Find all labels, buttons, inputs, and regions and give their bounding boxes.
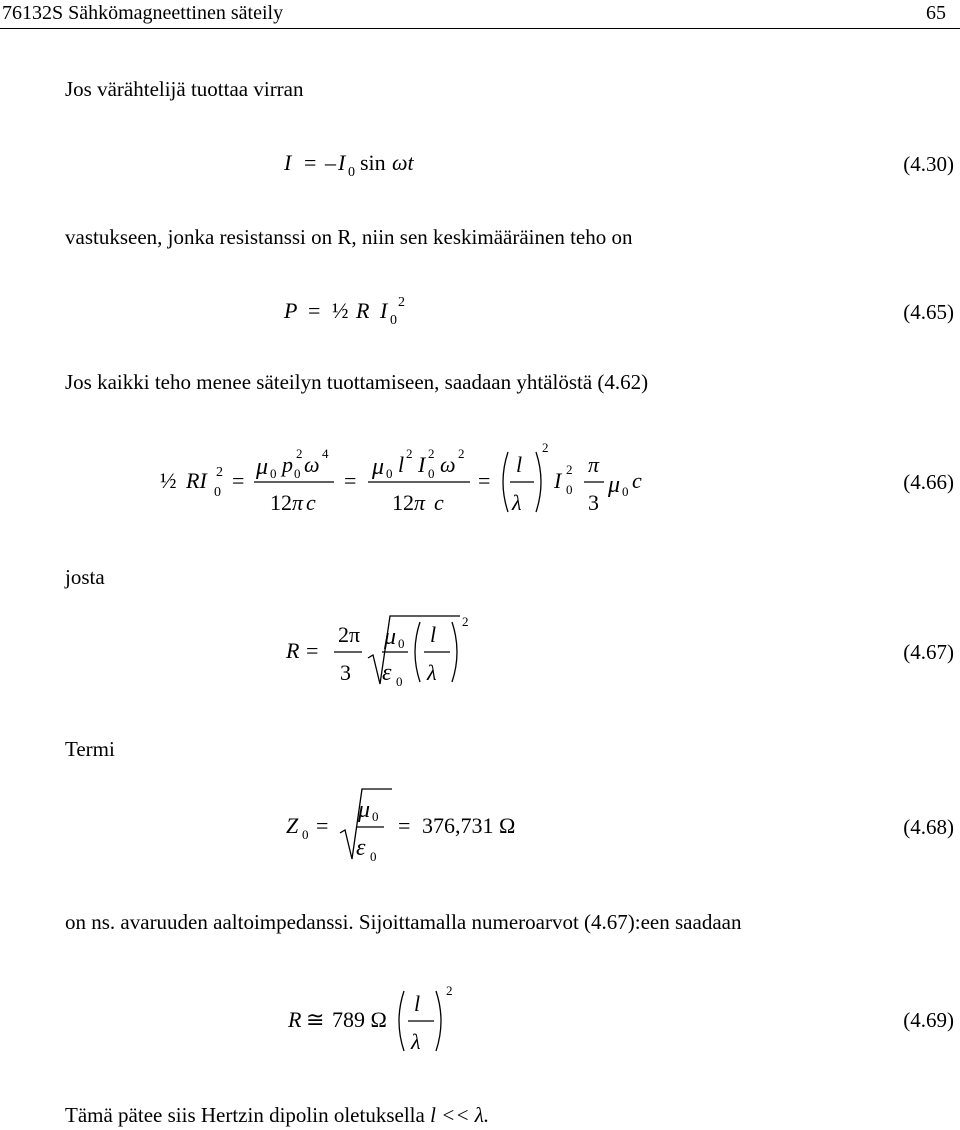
eq469-paren-left <box>399 991 404 1051</box>
eq468-z-sub: 0 <box>302 827 309 842</box>
eq466-f2-omega: ω <box>440 452 456 477</box>
eq466-f1-mu: μ <box>256 454 269 480</box>
eq468-equals1: = <box>316 813 329 838</box>
eq466-pi-num: π <box>588 452 600 477</box>
eq465-equals: = <box>308 298 321 323</box>
eq466-paren-lambda: λ <box>512 490 522 515</box>
eq466-f2-12: 12 <box>392 490 414 515</box>
paragraph-6: on ns. avaruuden aaltoimpedanssi. Sijoittamalla numeroarvot (4.67):een saadaan <box>65 910 742 934</box>
eq466-f2-mu-sub: 0 <box>386 466 393 481</box>
eq430-sub: 0 <box>348 165 355 180</box>
eq465-r: R <box>356 298 370 323</box>
eq466-f2-i-sup: 2 <box>428 446 435 461</box>
eq468-eps-sub: 0 <box>370 849 377 864</box>
eq468-value: 376,731 Ω <box>422 813 516 838</box>
eq467-paren-left <box>415 622 420 682</box>
eq466-ri-sub: 0 <box>214 485 221 500</box>
eq466-f2-omega-sup: 2 <box>458 446 465 461</box>
eq466-f2-pi: π <box>414 490 426 515</box>
eq467-eps: ε <box>382 660 392 686</box>
eq466-eq2: = <box>344 468 357 493</box>
eq466-f2-mu: μ <box>372 454 385 480</box>
eq430-arg: ωt <box>392 150 414 175</box>
paragraph-2: vastukseen, jonka resistanssi on R, niin sen keskimääräinen teho on <box>65 225 633 249</box>
eq466-paren-left <box>503 452 508 512</box>
paragraph-7 <box>65 1103 489 1128</box>
eq467-l: l <box>430 622 437 647</box>
eq467-sup: 2 <box>462 614 469 629</box>
eq466-f1-c: c <box>306 490 316 515</box>
eq430-current: I <box>338 150 346 175</box>
eq467-mu: μ <box>384 624 397 650</box>
eq469-paren-right <box>436 991 441 1051</box>
eq469-sup: 2 <box>446 983 453 998</box>
eq466-f1-pi: π <box>292 490 304 515</box>
eq467-three: 3 <box>340 660 351 685</box>
eq467-mu-sub: 0 <box>398 636 405 651</box>
eq467-equals: = <box>306 638 319 663</box>
eq430-number: (4.30) <box>903 152 954 176</box>
eq466-f1-p: p <box>282 452 293 477</box>
eq468-equals2: = <box>398 813 411 838</box>
eq466-ri: RI <box>186 468 207 493</box>
eq430-lhs: I <box>284 150 292 175</box>
eq468-mu-sub: 0 <box>372 809 379 824</box>
eq469-lambda: λ <box>411 1029 421 1054</box>
eq468-z: Z <box>286 813 299 838</box>
eq466-paren-right <box>536 452 541 512</box>
eq465-i: I <box>380 298 388 323</box>
eq466-f1-p-sup: 2 <box>296 446 303 461</box>
eq466-f1-omega: ω <box>304 452 320 477</box>
eq467-eps-sub: 0 <box>396 674 403 689</box>
eq465-sup: 2 <box>398 295 405 310</box>
eq468-eps: ε <box>356 835 366 861</box>
eq466-f2-l-sup: 2 <box>406 446 413 461</box>
eq469-approx: ≅ <box>306 1007 325 1032</box>
eq469-value: 789 Ω <box>332 1007 387 1032</box>
eq466-f2-c: c <box>434 490 444 515</box>
page-header <box>0 0 960 29</box>
eq466-f1-p-sub: 0 <box>294 466 301 481</box>
eq466-eq1: = <box>232 468 245 493</box>
eq465-number: (4.65) <box>903 300 954 324</box>
paragraph-5: Termi <box>65 737 115 761</box>
eq468-number: (4.68) <box>903 815 954 839</box>
eq466-eq3: = <box>478 468 491 493</box>
eq468-mu: μ <box>358 797 371 823</box>
eq466-c: c <box>632 468 642 493</box>
eq469-r: R <box>288 1007 302 1032</box>
eq467-2pi: 2π <box>338 622 361 647</box>
paragraph-7-math: l << λ. <box>430 1103 490 1127</box>
paragraph-3: Jos kaikki teho menee säteilyn tuottamiseen, saadaan yhtälöstä (4.62) <box>65 370 649 394</box>
eq466-f2-l: l <box>398 452 405 477</box>
equation-4-66 <box>0 438 960 518</box>
equation-4-69 <box>0 975 960 1055</box>
eq430-minus: – <box>325 150 336 175</box>
paragraph-1: Jos värähtelijä tuottaa virran <box>65 77 304 101</box>
eq466-f2-i-sub: 0 <box>428 466 435 481</box>
eq466-number: (4.66) <box>903 470 954 494</box>
eq466-pi-den: 3 <box>588 490 599 515</box>
header-title: 76132S Sähkömagneettinen säteily <box>2 2 284 24</box>
page-number: 65 <box>926 2 946 24</box>
eq466-f1-omega-sup: 4 <box>322 446 329 461</box>
eq466-ri-sup: 2 <box>216 465 223 480</box>
equation-4-67 <box>0 610 960 690</box>
eq465-lhs: P <box>284 298 298 323</box>
eq466-mu-sub: 0 <box>622 484 629 499</box>
eq467-lambda: λ <box>427 660 437 685</box>
eq465-half: ½ <box>332 298 349 323</box>
eq466-f2-i: I <box>418 452 426 477</box>
eq465-sub: 0 <box>390 313 397 328</box>
eq430-equals: = <box>304 150 317 175</box>
equation-4-30 <box>0 140 960 180</box>
eq466-f1-mu-sub: 0 <box>270 466 277 481</box>
eq466-i-sup: 2 <box>566 462 573 477</box>
equation-4-65 <box>0 288 960 328</box>
eq466-i: I <box>554 468 562 493</box>
eq469-number: (4.69) <box>903 1008 954 1032</box>
eq466-i-sub: 0 <box>566 482 573 497</box>
eq430-sin: sin <box>360 150 386 175</box>
eq469-l: l <box>414 991 421 1016</box>
eq466-mu: μ <box>608 472 621 498</box>
eq466-paren-l: l <box>516 452 523 477</box>
eq466-paren-sup: 2 <box>542 440 549 455</box>
eq467-paren-right <box>452 622 457 682</box>
paragraph-4: josta <box>65 565 105 589</box>
eq466-half: ½ <box>160 468 177 493</box>
eq467-r: R <box>286 638 300 663</box>
equation-4-68 <box>0 785 960 865</box>
eq467-number: (4.67) <box>903 640 954 664</box>
paragraph-7-text: Tämä pätee siis Hertzin dipolin oletuksella <box>65 1103 431 1127</box>
eq466-f1-12: 12 <box>270 490 292 515</box>
